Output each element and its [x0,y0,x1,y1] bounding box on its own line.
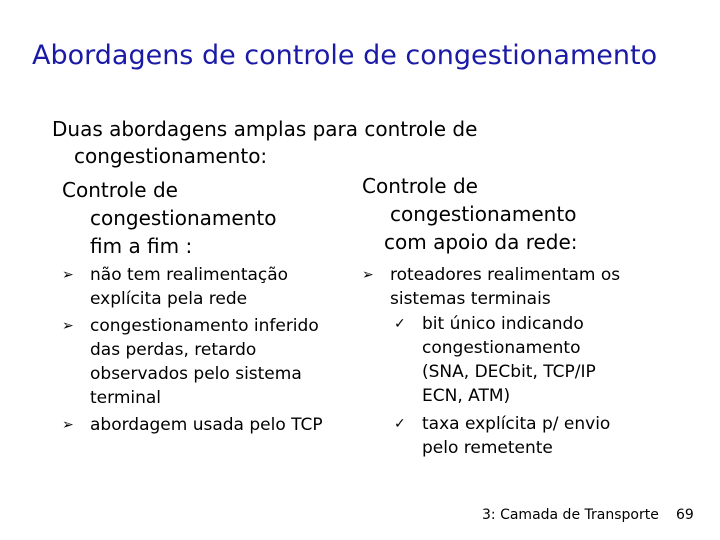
left-heading-line-2: congestionamento [90,206,277,230]
bullet-line: terminal [90,388,162,408]
bullet-line: roteadores realimentam os [390,265,621,285]
subbullet-line: (SNA, DECbit, TCP/IP [422,362,596,382]
slide-number: 69 [676,507,694,523]
bullet-line: não tem realimentação [90,265,289,285]
bullet-item [62,314,362,410]
bullet-line: congestionamento inferido [90,316,319,336]
subbullet-line: bit único indicando [422,314,584,334]
subbullet-line: pelo remetente [422,438,553,458]
checkmark-bullet-icon: ✓ [394,416,406,432]
bullet-line: sistemas terminais [390,289,551,309]
subbullet-item [394,412,692,460]
intro-text [52,116,532,170]
subbullet-line: congestionamento [422,338,581,358]
arrowhead-bullet-icon: ➢ [62,318,74,334]
bullet-line: explícita pela rede [90,289,248,309]
checkmark-bullet-icon: ✓ [394,316,406,332]
arrowhead-bullet-icon: ➢ [62,267,74,283]
subbullet-line: taxa explícita p/ envio [422,414,611,434]
intro-line-1: Duas abordagens amplas para controle de [52,117,478,141]
bullet-line: abordagem usada pelo TCP [90,415,323,435]
left-heading-line-3: fim a fim : [90,234,193,258]
left-heading-line-1: Controle de [62,178,178,202]
right-column-heading [362,172,578,256]
subbullet-line: ECN, ATM) [422,386,511,406]
right-bullet-list [362,263,692,460]
intro-line-2: congestionamento: [74,144,268,168]
bullet-line: observados pelo sistema [90,364,302,384]
left-bullet-list [62,263,362,440]
arrowhead-bullet-icon: ➢ [62,417,74,433]
subbullet-item [394,312,692,408]
bullet-item [62,263,362,311]
right-heading-line-1: Controle de [362,174,478,198]
footer-section-label: 3: Camada de Transporte [482,507,659,523]
right-heading-line-2: congestionamento [390,202,577,226]
right-heading-line-3: com apoio da rede: [384,230,578,254]
left-column-heading [62,176,276,260]
arrowhead-bullet-icon: ➢ [362,267,374,283]
bullet-line: das perdas, retardo [90,340,257,360]
bullet-item [62,413,362,437]
slide-title: Abordagens de controle de congestionamento [32,40,658,71]
bullet-item [362,263,692,311]
